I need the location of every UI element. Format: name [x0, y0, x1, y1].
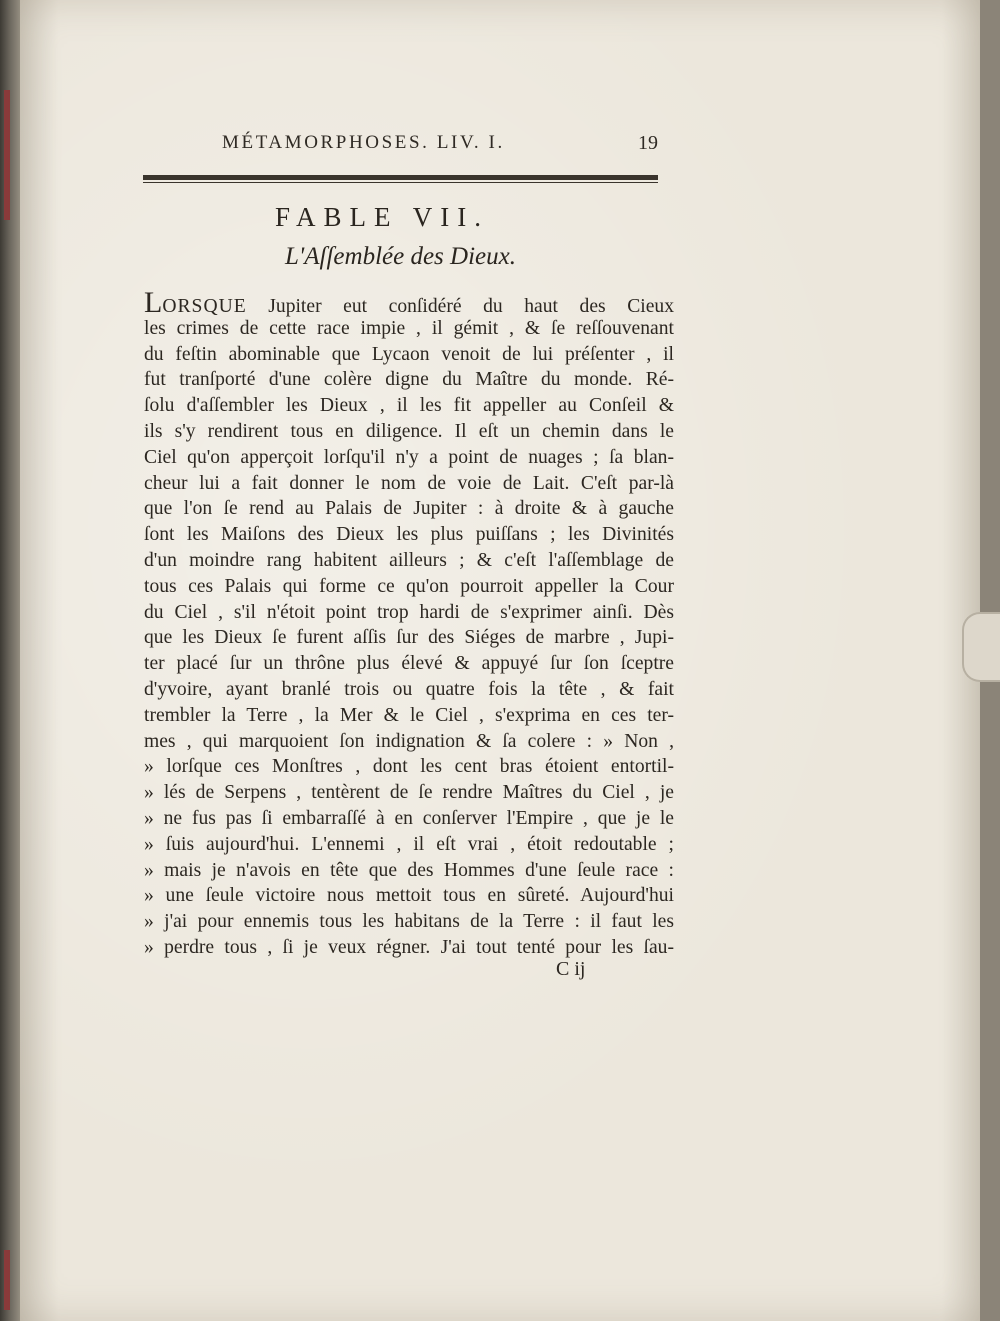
- text-line: fut tranſporté d'une colère digne du Maître du monde. Ré-: [144, 369, 674, 391]
- text-line: ils s'y rendirent tous en diligence. Il eſt un chemin dans le: [144, 420, 674, 442]
- text-line: trembler la Terre , la Mer & le Ciel , s'exprima en ces ter-: [144, 704, 674, 726]
- text-line: ſolu d'aſſembler les Dieux , il les fit appeller au Conſeil &: [144, 395, 674, 417]
- header-rule-thin: [143, 182, 658, 183]
- text-line: tous ces Palais qui forme ce qu'on pourroit appeller la Cour: [144, 575, 674, 597]
- text-line: » ne fus pas ſi embarraſſé à en conſerver l'Empire , que je le: [144, 807, 674, 829]
- body-text: [144, 286, 674, 961]
- text-line: Ciel qu'on apperçoit lorſqu'il n'y a point de nuages ; ſa blan-: [144, 446, 674, 468]
- text-line: d'un moindre rang habitent ailleurs ; & c'eſt l'aſſemblage de: [144, 549, 674, 571]
- binding-edge-mark: [4, 90, 10, 220]
- text-line: [144, 286, 674, 319]
- running-title: MÉTAMORPHOSES. LIV. I.: [222, 132, 505, 153]
- text-line: » mais je n'avois en tête que des Hommes d'une ſeule race :: [144, 859, 674, 881]
- fable-title: FABLE VII.: [275, 202, 489, 232]
- page-number: 19: [638, 132, 658, 154]
- first-word: ORSQUE: [162, 296, 247, 317]
- text-line: » j'ai pour ennemis tous les habitans de la Terre : il faut les: [144, 911, 674, 933]
- text-line: » ſuis aujourd'hui. L'ennemi , il eſt vrai , étoit redoutable ;: [144, 833, 674, 855]
- header-rule: [143, 175, 658, 180]
- fable-subtitle: L'Aſſemblée des Dieux.: [285, 243, 516, 270]
- text-line: » une ſeule victoire nous mettoit tous en sûreté. Aujourd'hui: [144, 885, 674, 907]
- text-line: les crimes de cette race impie , il gémit , & ſe reſſouvenant: [144, 317, 674, 339]
- signature-mark: C ij: [556, 958, 586, 980]
- text-line: » lés de Serpens , tentèrent de ſe rendre Maîtres du Ciel , je: [144, 782, 674, 804]
- text-line: que les Dieux ſe furent aſſis ſur des Siéges de marbre , Jupi-: [144, 627, 674, 649]
- page-tab: [962, 612, 1000, 682]
- text-line: du Ciel , s'il n'étoit point trop hardi de s'exprimer ainſi. Dès: [144, 601, 674, 623]
- binding-edge-mark: [4, 1250, 10, 1310]
- text-line: ter placé ſur un thrône plus élevé & appuyé ſur ſon ſceptre: [144, 653, 674, 675]
- text-line: » lorſque ces Monſtres , dont les cent bras étoient entortil-: [144, 756, 674, 778]
- text-line: mes , qui marquoient ſon indignation & ſa colere : » Non ,: [144, 730, 674, 752]
- text-line: du feſtin abominable que Lycaon venoit de lui préſenter , il: [144, 343, 674, 365]
- page-header: [222, 132, 682, 162]
- text-line: d'yvoire, ayant branlé trois ou quatre fois la tête , & fait: [144, 678, 674, 700]
- line-text: Jupiter eut conſidéré du haut des Cieux: [246, 296, 674, 317]
- drop-cap: L: [144, 286, 163, 319]
- text-line: » perdre tous , ſi je veux régner. J'ai tout tenté pour les ſau-: [144, 936, 674, 958]
- text-line: cheur lui a fait donner le nom de voie de Lait. C'eſt par-là: [144, 472, 674, 494]
- text-line: que l'on ſe rend au Palais de Jupiter : à droite & à gauche: [144, 498, 674, 520]
- text-line: ſont les Maiſons des Dieux les plus puiſſans ; les Divinités: [144, 524, 674, 546]
